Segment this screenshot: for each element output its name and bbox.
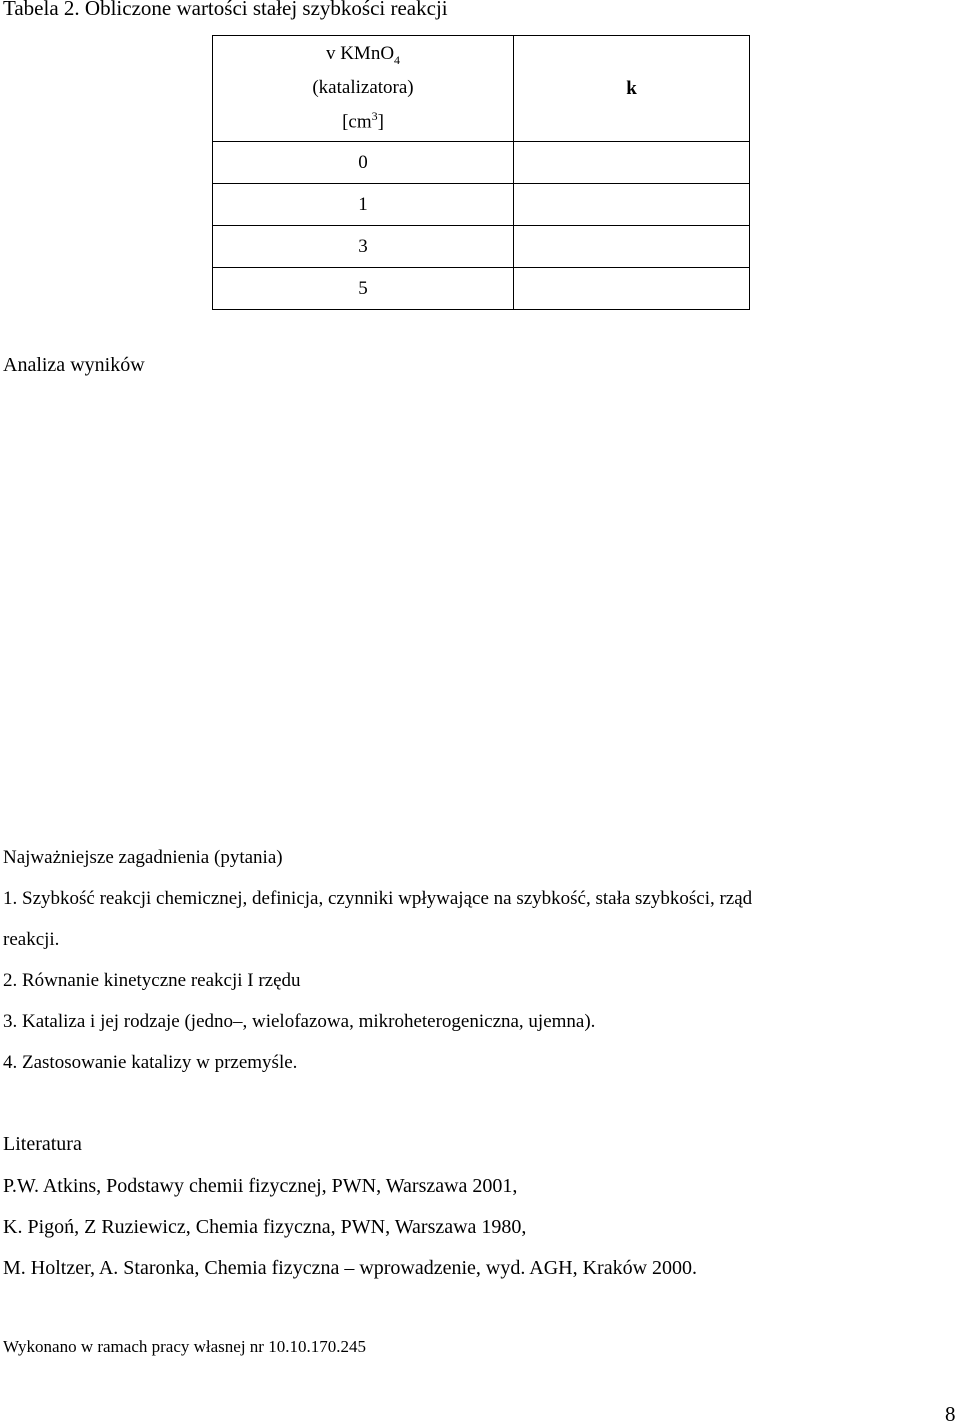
question-item-1-cont: reakcji.	[3, 929, 60, 950]
table-cell-volume: 3	[213, 226, 514, 268]
questions-heading: Najważniejsze zagadnienia (pytania)	[3, 847, 283, 868]
header-unit-prefix: [cm	[342, 111, 372, 133]
header-volume-line2: (katalizatora)	[312, 77, 414, 99]
table-row	[213, 226, 750, 268]
header-volume-kmno4	[213, 36, 514, 142]
table-header-row	[213, 36, 750, 142]
table-caption: Tabela 2. Obliczone wartości stałej szybkości reakcji	[3, 0, 448, 20]
analysis-heading: Analiza wyników	[3, 354, 145, 376]
header-volume-line1	[213, 40, 513, 74]
table-cell-k	[514, 184, 750, 226]
header-volume-line3	[213, 102, 513, 136]
footer-note: Wykonano w ramach pracy własnej nr 10.10.170.245	[3, 1337, 366, 1356]
table-cell-volume: 1	[213, 184, 514, 226]
table-row	[213, 184, 750, 226]
literature-heading: Literatura	[3, 1133, 82, 1155]
table-row	[213, 268, 750, 310]
table-cell-k	[514, 268, 750, 310]
literature-item: M. Holtzer, A. Staronka, Chemia fizyczna – wprowadzenie, wyd. AGH, Kraków 2000.	[3, 1257, 698, 1279]
literature-item: K. Pigoń, Z Ruziewicz, Chemia fizyczna, PWN, Warszawa 1980,	[3, 1216, 527, 1238]
question-item-2: 2. Równanie kinetyczne reakcji I rzędu	[3, 970, 301, 991]
page-number: 8	[945, 1402, 956, 1426]
question-item-4: 4. Zastosowanie katalizy w przemyśle.	[3, 1052, 298, 1073]
table-cell-volume: 0	[213, 142, 514, 184]
table-cell-k	[514, 226, 750, 268]
literature-item: P.W. Atkins, Podstawy chemii fizycznej, PWN, Warszawa 2001,	[3, 1175, 518, 1197]
header-k: k	[514, 36, 750, 142]
table-row	[213, 142, 750, 184]
header-kmno-sub: 4	[394, 53, 401, 68]
header-unit-sup: 3	[371, 109, 378, 124]
question-item-3: 3. Kataliza i jej rodzaje (jedno–, wielofazowa, mikroheterogeniczna, ujemna).	[3, 1011, 596, 1032]
header-unit-suffix: ]	[377, 111, 384, 133]
header-v: v	[325, 43, 336, 65]
header-kmno: KMnO	[340, 43, 395, 65]
table-cell-k	[514, 142, 750, 184]
rate-constant-table	[212, 35, 750, 310]
table-cell-volume: 5	[213, 268, 514, 310]
question-item-1: 1. Szybkość reakcji chemicznej, definicja, czynniki wpływające na szybkość, stała szybkości, rząd	[3, 888, 753, 909]
